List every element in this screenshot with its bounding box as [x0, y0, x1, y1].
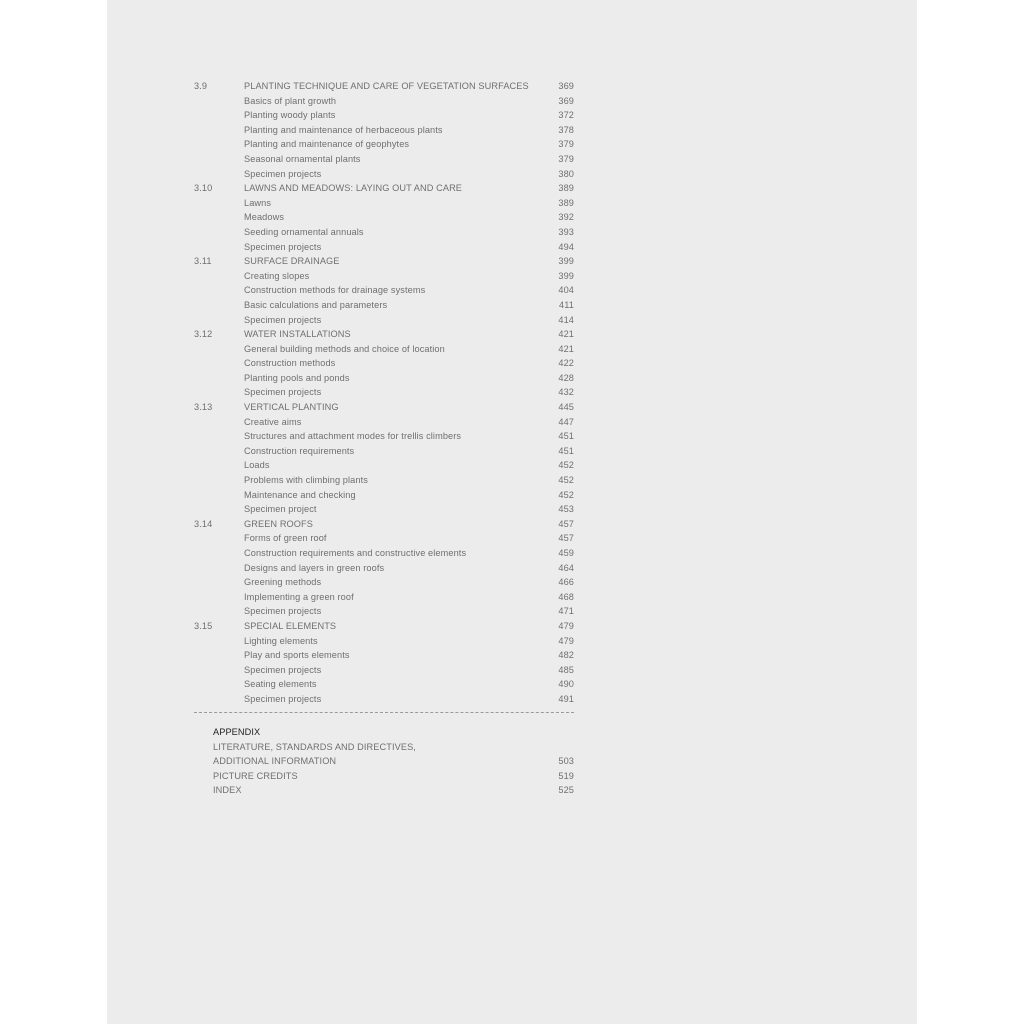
- toc-entry-row: [194, 356, 574, 371]
- toc-entry-row: [194, 371, 574, 386]
- toc-page-number: 471: [558, 606, 574, 617]
- appendix-entry-title: ADDITIONAL INFORMATION: [213, 756, 337, 767]
- toc-entry-row: [194, 677, 574, 692]
- toc-entry-title: General building methods and choice of location: [244, 343, 445, 354]
- toc-entry-row: [194, 269, 574, 284]
- toc-entry-row: [194, 385, 574, 400]
- toc-page-number: 466: [558, 577, 574, 588]
- toc-entry-title: Specimen projects: [244, 314, 322, 325]
- toc-page-number: 399: [558, 256, 574, 267]
- appendix-entry-row: [194, 769, 574, 784]
- toc-page-number: 378: [558, 124, 574, 135]
- toc-chapter-row: [194, 517, 574, 532]
- toc-entry-row: [194, 137, 574, 152]
- toc-page-number: 445: [558, 402, 574, 413]
- toc-entry-row: [194, 94, 574, 109]
- toc-page-number: 459: [558, 548, 574, 558]
- toc-entry-title: Specimen projects: [244, 693, 322, 704]
- toc-page-number: 369: [558, 81, 574, 91]
- toc-section-number: 3.11: [194, 256, 212, 267]
- toc-entry-row: [194, 663, 574, 678]
- toc-page-number: 452: [558, 489, 574, 500]
- toc-entry-title: Basic calculations and parameters: [244, 299, 388, 310]
- toc-entry-row: [194, 283, 574, 298]
- appendix-page-number: 519: [558, 770, 574, 781]
- book-page: [107, 0, 917, 1024]
- toc-entry-title: Lighting elements: [244, 635, 318, 646]
- toc-entry-row: [194, 488, 574, 503]
- toc-page-number: 421: [558, 343, 574, 354]
- toc-page-number: 451: [558, 445, 574, 456]
- toc-entry-title: Basics of plant growth: [244, 95, 337, 106]
- toc-entry-row: [194, 692, 574, 707]
- toc-page-number: 389: [558, 183, 574, 194]
- toc-chapter-row: [194, 327, 574, 342]
- toc-entry-row: [194, 210, 574, 225]
- toc-entry-row: [194, 546, 574, 561]
- toc-entry-row: [194, 502, 574, 517]
- toc-section-number: 3.13: [194, 402, 213, 413]
- toc-page-number: 392: [558, 212, 574, 223]
- toc-entry-row: [194, 167, 574, 182]
- toc-entry-row: [194, 604, 574, 619]
- appendix-page-number: 503: [558, 756, 574, 767]
- appendix-entry-title: LITERATURE, STANDARDS AND DIRECTIVES,: [213, 741, 416, 752]
- toc-entry-row: [194, 458, 574, 473]
- toc-page-number: 494: [558, 241, 574, 252]
- toc-entry-row: [194, 342, 574, 357]
- toc-entry-title: Seeding ornamental annuals: [244, 226, 364, 237]
- toc-entry-row: [194, 123, 574, 138]
- toc-entry-row: [194, 648, 574, 663]
- toc-entry-title: Loads: [244, 460, 270, 471]
- toc-section-number: 3.15: [194, 620, 213, 631]
- toc-page-number: 491: [558, 693, 574, 704]
- toc-section-number: 3.9: [194, 81, 208, 91]
- toc-entry-row: [194, 575, 574, 590]
- toc-entry-title: VERTICAL PLANTING: [244, 402, 339, 413]
- toc-entry-row: [194, 561, 574, 576]
- appendix-heading: APPENDIX: [213, 727, 261, 737]
- toc-entry-row: [194, 634, 574, 649]
- toc-page-number: 457: [558, 533, 574, 544]
- toc-page-number: 369: [558, 95, 574, 106]
- toc-entry-title: Forms of green roof: [244, 533, 327, 544]
- appendix-entry-title: INDEX: [213, 785, 242, 796]
- toc-entry-title: Construction methods: [244, 358, 336, 369]
- toc-entry-title: Specimen projects: [244, 606, 322, 617]
- toc-page-number: 464: [558, 562, 574, 573]
- toc-entry-title: Construction requirements: [244, 445, 355, 456]
- toc-entry-title: Meadows: [244, 212, 285, 223]
- toc-entry-title: Lawns: [244, 197, 272, 208]
- toc-page-number: 389: [558, 197, 574, 208]
- toc-entry-title: SPECIAL ELEMENTS: [244, 620, 337, 631]
- toc-entry-title: Specimen projects: [244, 241, 322, 252]
- toc-chapter-row: [194, 181, 574, 196]
- toc-page-number: 447: [558, 416, 574, 427]
- toc-entry-title: LAWNS AND MEADOWS: LAYING OUT AND CARE: [244, 183, 463, 194]
- toc-entry-row: [194, 313, 574, 328]
- toc-entry-title: Greening methods: [244, 577, 322, 588]
- toc-page-number: 428: [558, 372, 574, 383]
- appendix-entry-row: [194, 754, 574, 769]
- toc-page-number: 490: [558, 679, 574, 690]
- toc-entry-title: Planting woody plants: [244, 110, 336, 121]
- toc-page-number: 421: [558, 329, 574, 340]
- appendix-entry-row: [194, 783, 574, 798]
- toc-page-number: 414: [558, 314, 574, 325]
- toc-entry-title: Creative aims: [244, 416, 302, 427]
- dashed-separator: [194, 712, 574, 713]
- toc-page-number: 485: [558, 664, 574, 675]
- toc-entry-title: Problems with climbing plants: [244, 475, 368, 486]
- toc-entry-row: [194, 531, 574, 546]
- toc-entry-title: Specimen projects: [244, 168, 322, 179]
- toc-page-number: 457: [558, 518, 574, 529]
- toc-page-number: 451: [558, 431, 574, 442]
- toc-entry-row: [194, 590, 574, 605]
- toc-entry-row: [194, 415, 574, 430]
- toc-entry-title: Planting and maintenance of geophytes: [244, 139, 410, 150]
- appendix-page-number: 525: [558, 785, 574, 796]
- toc-entry-row: [194, 473, 574, 488]
- toc-page-number: 468: [558, 591, 574, 602]
- toc-entry-title: Specimen projects: [244, 664, 322, 675]
- toc-entry-row: [194, 240, 574, 255]
- toc-entry-row: [194, 429, 574, 444]
- toc-entry-title: Construction methods for drainage systems: [244, 285, 426, 296]
- toc-page-number: 453: [558, 504, 574, 515]
- toc-entry-title: SURFACE DRAINAGE: [244, 256, 340, 267]
- toc-page-number: 399: [558, 270, 574, 281]
- toc-entry-title: Play and sports elements: [244, 650, 350, 661]
- toc-page-number: 479: [558, 620, 574, 631]
- toc-page-number: 372: [558, 110, 574, 121]
- toc-page-number: 380: [558, 168, 574, 179]
- toc-chapter-row: [194, 79, 574, 94]
- toc-entry-title: Maintenance and checking: [244, 489, 356, 500]
- toc-section-number: 3.14: [194, 518, 213, 529]
- toc-page-number: 379: [558, 153, 574, 164]
- toc-page-number: 432: [558, 387, 574, 398]
- toc-entry-row: [194, 225, 574, 240]
- toc-page-number: 404: [558, 285, 574, 296]
- toc-entry-title: GREEN ROOFS: [244, 518, 313, 529]
- toc-entry-row: [194, 152, 574, 167]
- toc-entry-title: WATER INSTALLATIONS: [244, 329, 351, 340]
- toc-entry-title: Creating slopes: [244, 270, 310, 281]
- toc-entry-row: [194, 444, 574, 459]
- toc-page-number: 393: [558, 226, 574, 237]
- toc-entry-title: Construction requirements and constructive elements: [244, 548, 467, 558]
- toc-section-number: 3.10: [194, 183, 213, 194]
- toc-entry-row: [194, 196, 574, 211]
- toc-chapter-row: [194, 254, 574, 269]
- toc-entry-title: PLANTING TECHNIQUE AND CARE OF VEGETATION SURFACES: [244, 81, 529, 91]
- toc-entry-title: Implementing a green roof: [244, 591, 354, 602]
- toc-entry-title: Designs and layers in green roofs: [244, 562, 385, 573]
- toc-page-number: 379: [558, 139, 574, 150]
- toc-entry-title: Planting pools and ponds: [244, 372, 350, 383]
- toc-entry-title: Structures and attachment modes for trellis climbers: [244, 431, 462, 442]
- toc-entry-title: Specimen projects: [244, 387, 322, 398]
- toc-entry-row: [194, 298, 574, 313]
- appendix-section: [194, 725, 574, 798]
- toc-page-number: 422: [558, 358, 574, 369]
- toc-entry-title: Planting and maintenance of herbaceous plants: [244, 124, 443, 135]
- toc-page-number: 411: [559, 299, 574, 310]
- toc-page-number: 482: [558, 650, 574, 661]
- toc-entry-title: Specimen project: [244, 504, 317, 515]
- toc-entry-row: [194, 108, 574, 123]
- toc-page-number: 452: [558, 460, 574, 471]
- appendix-entry-row: [194, 740, 574, 755]
- appendix-entry-title: PICTURE CREDITS: [213, 770, 298, 781]
- toc-chapter-row: [194, 400, 574, 415]
- toc-page-number: 479: [558, 635, 574, 646]
- toc-chapter-row: [194, 619, 574, 634]
- toc-page-number: 452: [558, 475, 574, 486]
- toc-section-number: 3.12: [194, 329, 213, 340]
- toc-entry-title: Seasonal ornamental plants: [244, 153, 361, 164]
- appendix-heading-row: [194, 725, 574, 740]
- table-of-contents: [194, 79, 574, 707]
- toc-entry-title: Seating elements: [244, 679, 317, 690]
